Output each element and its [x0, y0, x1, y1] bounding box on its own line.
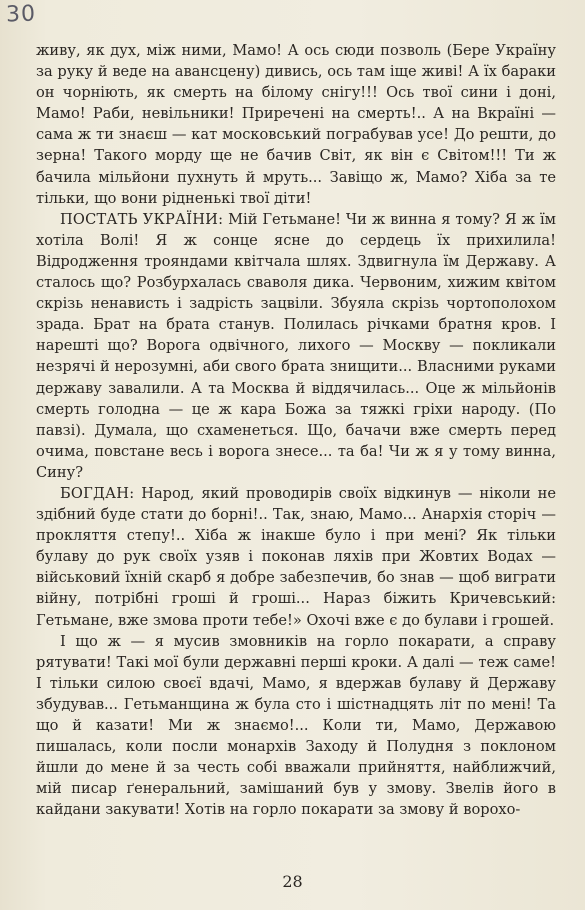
- page-number: 28: [282, 872, 303, 891]
- handwritten-page-note: 30: [5, 1, 37, 28]
- paragraph-1: [36, 40, 556, 209]
- paragraph-4: [36, 631, 556, 821]
- speaker-bohdan: БОГДАН:: [60, 484, 135, 502]
- paragraph-2: [36, 209, 556, 483]
- paragraph-1-text: живу, як дух, між ними, Мамо! А ось сюди позволь (Бере Україну за руку й веде на авансцену) дивись, ось там іще живі! А їх бараки он чорніють, як смерть на білому снігу!!! Ось твої сини і доні, Мамо! Раби, невільники! Приречені на смерть!.. А на Вкраїні — сама ж ти знаєш — кат московський пограбував усе! До решти, до зерна! Такого морду ще не бачив Світ, як він є Світом!!! Ти ж бачила мільйони пухнуть й мруть... Завіщо ж, Мамо? Хіба за те тільки, що вони рідненькі твої діти!: [36, 42, 556, 207]
- paragraph-3: [36, 483, 556, 631]
- paragraph-4-text: І що ж — я мусив змовників на горло покарати, а справу рятувати! Такі мої були державні перші кроки. А далі — теж саме! І тільки силою своєї вдачі, Мамо, я вдержав булаву й Державу збудував... Гетьманщина ж була сто і шістнадцять літ по мені! Та що й казати! Ми ж знаємо!... Коли ти, Мамо, Державою пишалась, коли посли монархів Заходу й Полудня з поклоном йшли до мене й за честь собі вважали прийняття, найближчий, мій писар ґенеральний, замішаний був у змову. Звелів його в кайдани закувати! Хотів на горло покарати за змову й ворохо-: [36, 632, 556, 819]
- page-text: [36, 40, 556, 820]
- paragraph-2-text: Мій Гетьмане! Чи ж винна я тому? Я ж їм хотіла Волі! Я ж сонце ясне до сердець їх прихилила! Відродження трояндами квітчала шлях. Здвигнула їм Державу. А сталось що? Розбурхалась сваволя дика. Червоним, хижим квітом скрізь ненависть і задрість зацвіли. Збуяла скрізь чортополохом зрада. Брат на брата станув. Полилась річками братня кров. І нарешті що? Ворога одвічного, лихого — Москву — покликали незрячі й нерозумні, аби свого брата знищити... Власними руками державу завалили. А та Москва й віддячилась... Оце ж мільйонів смерть голодна — це ж кара Божа за тяжкі гріхи народу. (По павзі). Думала, що схаменеться. Що, бачачи вже смерть перед очима, повстане весь і ворога знесе... та ба! Чи ж я у тому винна, Сину?: [36, 210, 556, 481]
- paragraph-3-text: Народ, який проводирів своїх відкинув — ніколи не здібний буде стати до борні!.. Так, знаю, Мамо... Анархія сторіч — прокляття степу!.. Хіба ж інакше було і при мені? Як тільки булаву до рук своїх узяв і поконав ляхів при Жовтих Водах — військовий їхній скарб я добре забезпечив, бо знав — щоб виграти війну, потрібні гроші й гроші... Нараз біжить Кричевський: Гетьмане, вже змова проти тебе!» Охочі вже є до булави і грошей.: [36, 484, 556, 629]
- speaker-ukraine: ПОСТАТЬ УКРАЇНИ:: [60, 210, 224, 228]
